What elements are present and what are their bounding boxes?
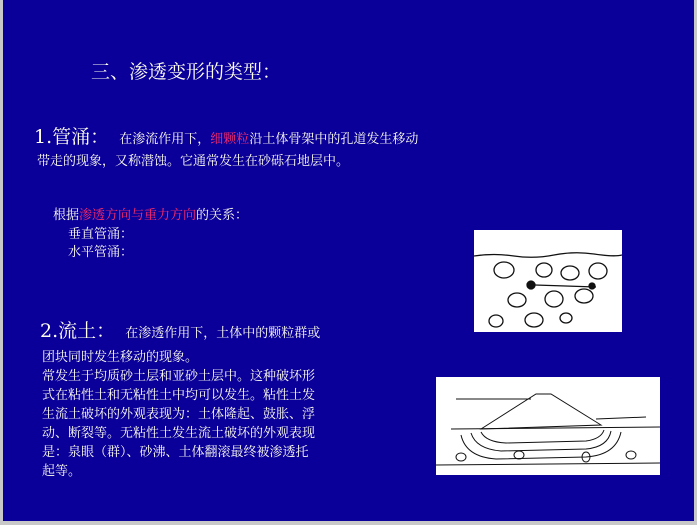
text: 根据 xyxy=(53,208,80,223)
flow-soil-line-1 xyxy=(40,322,320,343)
slide xyxy=(3,0,694,521)
flow-soil-line: 常发生于均质砂土层和亚砂土层中。这种破坏形 xyxy=(42,369,316,384)
text: 在渗流作用下， xyxy=(119,132,211,147)
flow-soil-diagram xyxy=(436,377,660,475)
text: 沿土体骨架中的孔道发生移动 xyxy=(249,132,419,147)
vertical-piping: 垂直管涌： xyxy=(68,227,134,242)
piping-line-2: 带走的现象，又称潜蚀。它通常发生在砂砾石地层中。 xyxy=(37,154,350,169)
piping-heading: 1.管涌： xyxy=(34,126,110,148)
slide-title: 三、渗透变形的类型： xyxy=(91,61,282,83)
flow-soil-line: 动、断裂等。无粘性土发生流土破坏的外观表现 xyxy=(42,426,316,441)
horizontal-piping: 水平管涌： xyxy=(68,245,134,260)
text: 在渗透作用下，土体中的颗粒群或 xyxy=(125,326,321,341)
flow-soil-line: 生流土破坏的外观表现为：土体隆起、鼓胀、浮 xyxy=(42,407,316,422)
relation-line xyxy=(53,206,248,225)
flow-soil-line: 是：泉眼（群）、砂沸、土体翻滚最终被渗透托 xyxy=(42,445,309,460)
highlight-text: 渗透方向与重力方向 xyxy=(79,208,197,223)
piping-line-1 xyxy=(34,128,418,149)
text: 的关系： xyxy=(196,208,249,223)
flow-soil-heading: 2.流土： xyxy=(40,320,116,342)
flow-soil-line: 团块同时发生移动的现象。 xyxy=(42,350,199,365)
flow-soil-line: 起等。 xyxy=(42,464,82,479)
piping-diagram xyxy=(474,230,622,332)
highlight-text: 细颗粒 xyxy=(210,132,250,147)
flow-soil-line: 式在粘性土和无粘性土中均可以发生。粘性土发 xyxy=(42,388,316,403)
